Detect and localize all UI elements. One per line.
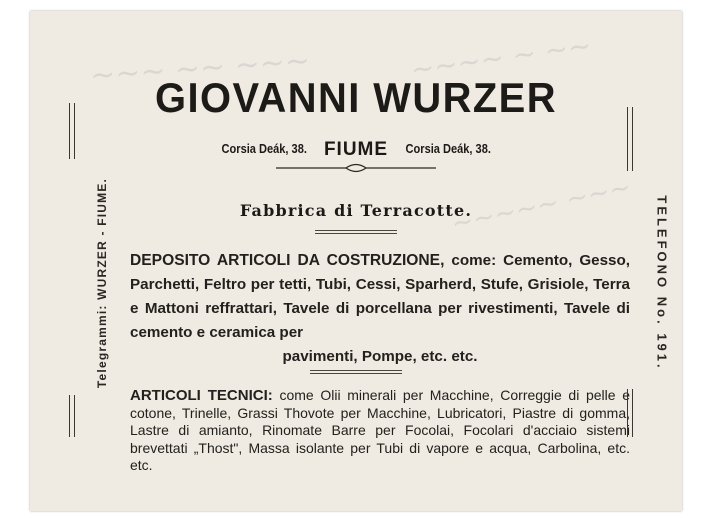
ornament-divider — [276, 161, 436, 175]
tecnici-heading: ARTICOLI TECNICI: — [130, 387, 273, 404]
deposito-heading: DEPOSITO ARTICOLI DA COSTRUZIONE, — [130, 252, 445, 269]
address-line — [30, 139, 682, 161]
address-right: Corsia Deák, 38. — [405, 141, 491, 156]
letterhead-sheet — [30, 11, 682, 511]
city-name: FIUME — [323, 139, 389, 160]
divider-rule — [315, 230, 397, 231]
address-left: Corsia Deák, 38. — [221, 141, 307, 156]
company-name: GIOVANNI WURZER — [155, 74, 557, 121]
show-through-handwriting: ~~~~~ ~~~ — [448, 172, 634, 240]
telegram-label: Telegrammi: WURZER - FIUME. — [95, 177, 109, 389]
right-double-rule — [627, 107, 633, 171]
tecnici-paragraph — [130, 387, 630, 475]
telephone-label: TELEFONO No. 191. — [654, 195, 670, 371]
left-double-rule — [69, 395, 75, 437]
tecnici-body: come Olii minerali per Macchine, Correggie di pelle e cotone, Trinelle, Grassi Thovote per Macchine, Lubricatori, Piastre di gomma, Lastre di amianto, Rinomate Barre per Focolai, Focolari d'acciaio sistemi brevettati „Thost", Massa isolante per Tubi di vapore e acqua, Carbolina, etc. etc. — [130, 387, 630, 473]
divider-rule — [310, 373, 402, 374]
divider-rule — [310, 370, 402, 371]
deposito-paragraph — [130, 249, 630, 369]
deposito-body: come: Cemento, Gesso, Parchetti, Feltro per tetti, Tubi, Cessi, Sparherd, Stufe, Grisiole, Terra e Mattoni reffrattari, Tavele di porcellana per rivestimenti, Tavele di cemento e ceramica per — [130, 252, 630, 341]
divider-rule — [315, 233, 397, 234]
deposito-last-line: pavimenti, Pompe, etc. etc. — [282, 348, 478, 365]
right-double-rule — [627, 389, 633, 437]
show-through-handwriting: ~~~~ ~ ~~ — [408, 28, 594, 87]
subtitle: Fabbrica di Terracotte. — [239, 201, 473, 220]
left-double-rule — [69, 103, 75, 159]
show-through-handwriting: ~~~ ~~ ~~~ — [89, 43, 312, 94]
